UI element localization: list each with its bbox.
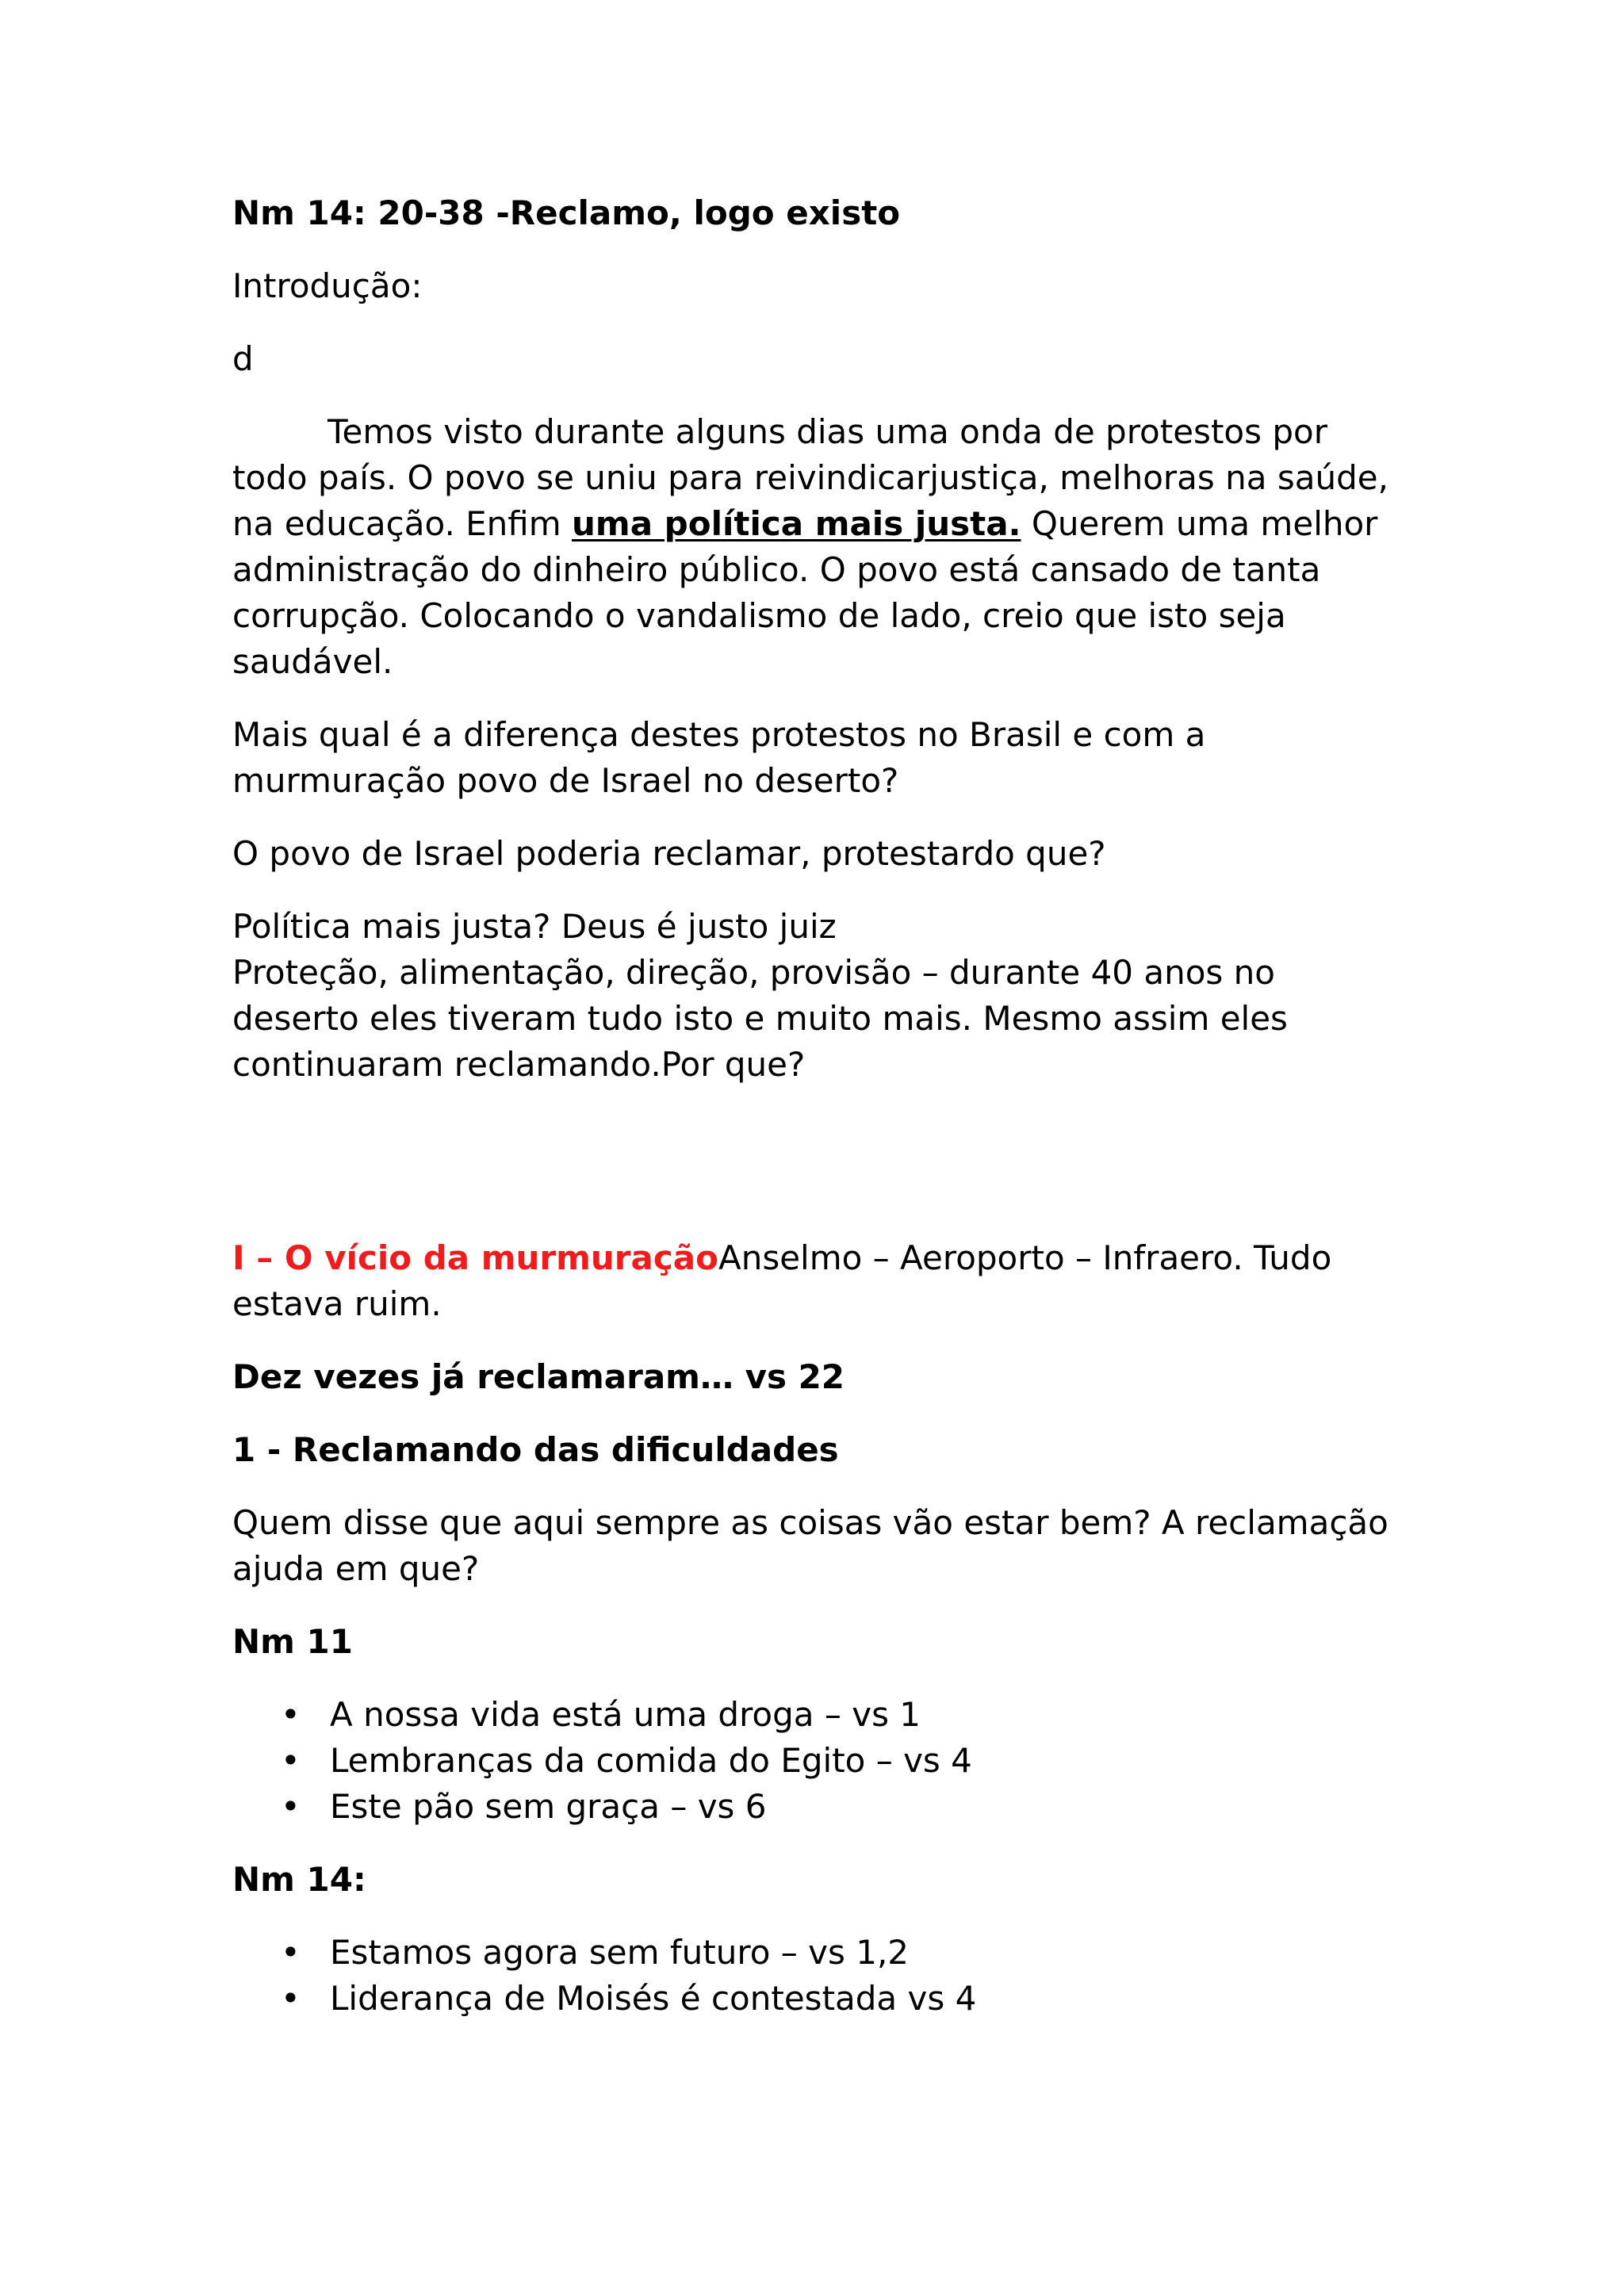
list-item-text: Este pão sem graça – vs 6 xyxy=(330,1787,767,1826)
intro-label: Introdução: xyxy=(232,266,423,305)
section-heading-1-tail: Anselmo – Aeroporto – Infraero. Tudo estava ruim. xyxy=(232,1238,1332,1323)
document-title: Nm 14: 20-38 -Reclamo, logo existo xyxy=(232,193,901,232)
paragraph-protests xyxy=(232,409,1398,685)
bullet-icon: • xyxy=(281,1933,301,1972)
paragraph-provision-line1: Política mais justa? Deus é justo juiz xyxy=(232,907,837,946)
list-item xyxy=(281,1784,1398,1830)
bullet-icon: • xyxy=(281,1741,301,1780)
paragraph-difference: Mais qual é a diferença destes protestos no Brasil e com a murmuração povo de Israel no deserto? xyxy=(232,715,1206,800)
section-heading-1 xyxy=(232,1235,1398,1327)
paragraph-protests-emphasis: uma política mais justa. xyxy=(572,504,1021,543)
bullet-icon: • xyxy=(281,1695,301,1734)
paragraph-israel-question: O povo de Israel poderia reclamar, protestardo que? xyxy=(232,834,1106,873)
list-item xyxy=(281,1930,1398,1976)
list-item-text: Estamos agora sem futuro – vs 1,2 xyxy=(330,1933,910,1972)
nm11-list xyxy=(232,1692,1398,1830)
paragraph-protests-before: Temos visto durante alguns dias uma onda de protestos por todo país. O povo se uniu para reivindicarjustiça, melhoras na saúde, na educação. Enfim xyxy=(232,412,1388,543)
bullet-icon: • xyxy=(281,1787,301,1826)
paragraph-provision-line2: Proteção, alimentação, direção, provisão – durante 40 anos no deserto eles tiveram tudo isto e muito mais. Mesmo assim eles continuaram reclamando.Por que? xyxy=(232,953,1288,1084)
paragraph-provision xyxy=(232,904,1398,1088)
stray-letter: d xyxy=(232,339,254,378)
list-item-text: Lembranças da comida do Egito – vs 4 xyxy=(330,1741,972,1780)
nm14-list xyxy=(232,1930,1398,2022)
list-item-text: A nossa vida está uma droga – vs 1 xyxy=(330,1695,921,1734)
subheading-difficulties: 1 - Reclamando das dificuldades xyxy=(232,1430,839,1469)
nm11-label: Nm 11 xyxy=(232,1622,353,1661)
subheading-ten-times: Dez vezes já reclamaram… vs 22 xyxy=(232,1357,845,1396)
list-item xyxy=(281,1976,1398,2022)
spacer xyxy=(232,1115,1398,1235)
list-item xyxy=(281,1692,1398,1738)
section-heading-1-title: I – O vício da murmuração xyxy=(232,1238,718,1277)
document-page xyxy=(232,190,1398,2049)
list-item-text: Liderança de Moisés é contestada vs 4 xyxy=(330,1979,977,2018)
paragraph-complaint-help: Quem disse que aqui sempre as coisas vão estar bem? A reclamação ajuda em que? xyxy=(232,1503,1388,1588)
bullet-icon: • xyxy=(281,1979,301,2018)
paragraph-protests-after: Querem uma melhor administração do dinheiro público. O povo está cansado de tanta corrupção. Colocando o vandalismo de lado, creio que isto seja saudável. xyxy=(232,504,1378,681)
nm14-label: Nm 14: xyxy=(232,1860,366,1899)
list-item xyxy=(281,1738,1398,1784)
